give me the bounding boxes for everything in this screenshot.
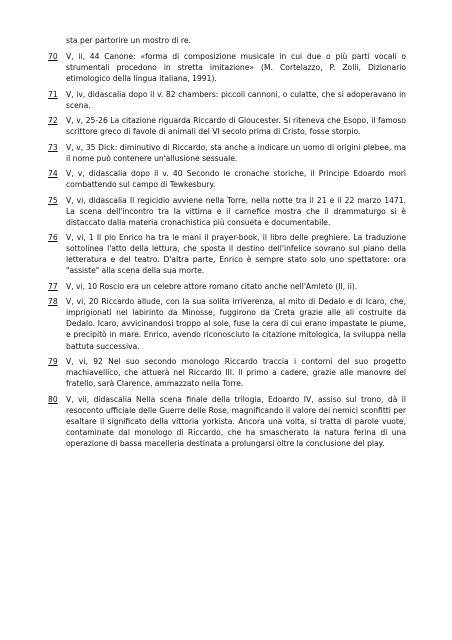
footnote-number[interactable]: 79 xyxy=(48,356,58,366)
footnote-text: V, vii, didascalia Nella scena finale della trilogia, Edoardo IV, assiso sul trono, dà il resoconto ufficiale delle Guerre delle Rose, magnificando il valore dei nemici sconfitti per esaltare il significato della vittoria yorkista. Ancora una volta, si tratta di parole vuote, contaminate dal monologo di Riccardo, che ha smascherato la natura ferina di una operazione di bassa macelleria destinata a prolungarsi oltre la conclusione del play. xyxy=(66,394,406,448)
footnote-text: V, vi, 1 Il pio Enrico ha tra le mani il prayer-book, il libro delle preghiere. La traduzione sottolinea l'atto della lettura, che sposta il destino dell'infelice sovrano sul piano della letteratura e del teatro. D'altra parte, Enrico è sempre stato solo uno spettatore: ora "assiste" alla scena della sua morte. xyxy=(66,233,406,276)
footnote-text: V, vi, 20 Riccardo allude, con la sua solita irriverenza, al mito di Dedalo e di Icaro, che, imprigionati nel labirinto da Minosse, fuggirono da Creta grazie alle ali costruite da Dedalo. Icaro, avvicinandosi troppo al sole, fuse la cera di cui erano impastate le piume, e precipitò in mare. Enrico, avendo riconosciuto la citazione mitologica, la sviluppa nella battuta successiva. xyxy=(66,297,406,351)
footnote-number[interactable]: 74 xyxy=(48,169,58,179)
footnote-text: V, v, didascalia dopo il v. 40 Secondo le cronache storiche, il Principe Edoardo morì combattendo sul campo di Tewkesbury. xyxy=(66,169,406,190)
footnote-text: V, vi, 92 Nel suo secondo monologo Riccardo traccia i contorni del suo progetto machiavellico, che attuerà nel Riccardo III. Il primo a cadere, grazie alle manovre del fratello, sarà Clarence, ammazzato nella Torre. xyxy=(66,356,406,389)
footnote-text: V, vi, 10 Roscio era un celebre attore romano citato anche nell'Amleto (II, ii). xyxy=(66,281,358,291)
footnote-number[interactable]: 77 xyxy=(48,281,58,291)
footnote-72 xyxy=(48,115,406,137)
footnote-number[interactable]: 73 xyxy=(48,142,58,152)
footnote-80 xyxy=(48,394,406,449)
footnote-74 xyxy=(48,168,406,190)
footnote-77 xyxy=(48,281,406,292)
footnote-text: V, v, 35 Dick: diminutivo di Riccardo, sta anche a indicare un uomo di origini plebee, ma il nome può contenere un'allusione sessuale. xyxy=(66,142,406,163)
footnote-79 xyxy=(48,356,406,389)
footnote-number[interactable]: 70 xyxy=(48,52,58,61)
footnote-number[interactable]: 78 xyxy=(48,297,58,307)
footnote-number[interactable]: 71 xyxy=(48,89,58,99)
footnote-73 xyxy=(48,142,406,164)
footnote-text: V, vi, didascalia Il regicidio avviene nella Torre, nella notte tra il 21 e il 22 marzo 1471. La scena dell'incontro tra la vittima e il carnefice mostra che il drammaturgo si è distaccato dalla materia cronachistica più consueta e documentabile. xyxy=(66,195,406,227)
footnote-71 xyxy=(48,89,406,111)
footnote-number[interactable]: 75 xyxy=(48,195,58,205)
footnote-text: V, iv, didascalia dopo il v. 82 chambers: piccoli cannoni, o culatte, che si adoperavano in scena. xyxy=(66,89,406,110)
footnote-list xyxy=(48,51,406,453)
footnote-76 xyxy=(48,232,406,276)
footnote-number[interactable]: 72 xyxy=(48,116,58,126)
footnote-75 xyxy=(48,195,406,228)
footnote-70 xyxy=(48,51,406,84)
intro-text: sta per partorire un mostro di re. xyxy=(66,36,191,45)
footnote-number[interactable]: 80 xyxy=(48,394,58,404)
footnote-text: V, ii, 44 Canone: «forma di composizione musicale in cui due o più parti vocali o strumentali procedono in stretta imitazione» (M. Cortelazzo, P. Zolli, Dizionario etimologico della lingua italiana, 1991). xyxy=(66,52,406,84)
footnote-78 xyxy=(48,296,406,351)
footnote-text: V, v, 25-26 La citazione riguarda Riccardo di Gloucester. Si riteneva che Esopo, il famoso scrittore greco di favole di animali del VI secolo prima di Cristo, fosse storpio. xyxy=(66,116,406,137)
footnote-number[interactable]: 76 xyxy=(48,233,58,243)
